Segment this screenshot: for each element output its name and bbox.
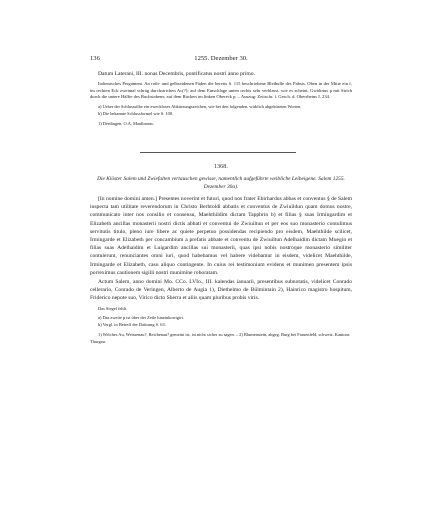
previous-document-footnote-a: a) Ueber der Schlusssilbe ein zweckloses Abkürzungszeichen, wie bei den folgenden, wirklich abgekürzten Worten. (98, 103, 302, 109)
document-text-paragraph-1: [In nomine domini amen.] Presentes noverint et futuri, quod nos frater Ebirhardus abbas et conventus § de Salem inspecta tam utilitate reverendorum in Christo Berhtoldi abbatis et conventus de Zwiuildun quam domus nostre, communicato inter nos consilio et consensu, Maehthildim dictam Tapphrin b) et filias § suas Irmingardim et Elizabeth ancillas monasterii nostri dictis abbati et conventui de Zwiuiltun et per eos suo monasterio contulimus servitutis titulo, pleno iure libere ac quiete perpetuo possidendas recipiendo pro eisdem, Maehthilde scilicet, Irmingarde et Elizabeth per concambium a prefatis abbate et conventu de Zwiuiltun Adelhaidim dictam Muegin et filias suas Adelhaidim et Luigardim ancillas sui monasterii, quas ipsi nobis nostroque monasterio similiter contulerunt, renunciantes omni iuri, quod habebamus vel habere videbamur in eisdem, videlicet Maehthilde, Irmingarde et Elizabeth, casu aliquo contingente. In cuius rei testimonium evidens et munimen presentem ipsis porreximus cautionem sigilli nostri munimine roboratam. (90, 196, 352, 276)
document-footnote-a: a) Das zweite p ist über der Zeile hineinkorrigirt. (98, 314, 184, 320)
document-text-paragraph-2: Actum Salem, anno domini Mo. CCo. LVIo., III. kalendas ianuarii, presentibus subnotatis, videlicet Conrado cellerario, Conrado de Veringen, Alberto de Augia 1), Diethelmo de Bülmintain 2), Hainrico magistro hospitum, Friderico nepote suo, Virico dicto Sherra et aliis quam pluribus probis viris. (90, 279, 352, 302)
previous-document-footnote-1: 1) Derdingen, O.A. Maulbronn. (98, 121, 154, 127)
previous-document-description: Italienisches Pergament. An roth- und gelbseidenen Fäden die bereits S. 115 beschriebene Bleibulle des Pabsts. Oben in der Mitte ein f, im rechten Eck zweimal schräg durchstrichen Ac(?); auf dem Einschlage unten rechts sehr verblasst, wie es scheint, Gwidotus p mit Strich durch die untere Hälfte des Buchstabens; auf dem Rücken im linken Obereck p. – Auszug: Zeitschr. f. Gesch. d. Oberrheins I, 234. (90, 81, 352, 100)
previous-document-end (90, 70, 352, 127)
document-regest: Die Klöster Salem und Zwiefalten vertauschen gewisse, namentlich aufgeführte weibliche Leibeigene. Salem 1255. Dezember 30a). (97, 176, 345, 190)
running-header (90, 55, 352, 65)
document-footnote-b: b) Vergl. in Betreff der Datirung S. 63. (98, 322, 166, 328)
previous-document-footnote-b: b) Die bekannte Schlussformel wie S. 100. (98, 110, 174, 116)
page-number: 136 (90, 55, 100, 62)
previous-document-dating: Datum Laterani, III. nonas Decembris, pontificatus nostri anno primo. (98, 71, 255, 77)
document-number: 1368. (213, 164, 229, 170)
seal-note: Das Siegel fehlt. (98, 305, 128, 311)
document-footnote-1-2: 1) Welches Au, Weissenau?, Reichenau? gemeint ist, ist nicht sicher zu sagen. – 2) Blumenstein, abgeg. Burg bei Frauenfeld, schweiz. Kantons Thurgau. (90, 332, 350, 345)
section-divider (140, 152, 296, 153)
running-title: 1255. Dezember 30. (194, 55, 248, 62)
document-1368 (90, 164, 352, 346)
